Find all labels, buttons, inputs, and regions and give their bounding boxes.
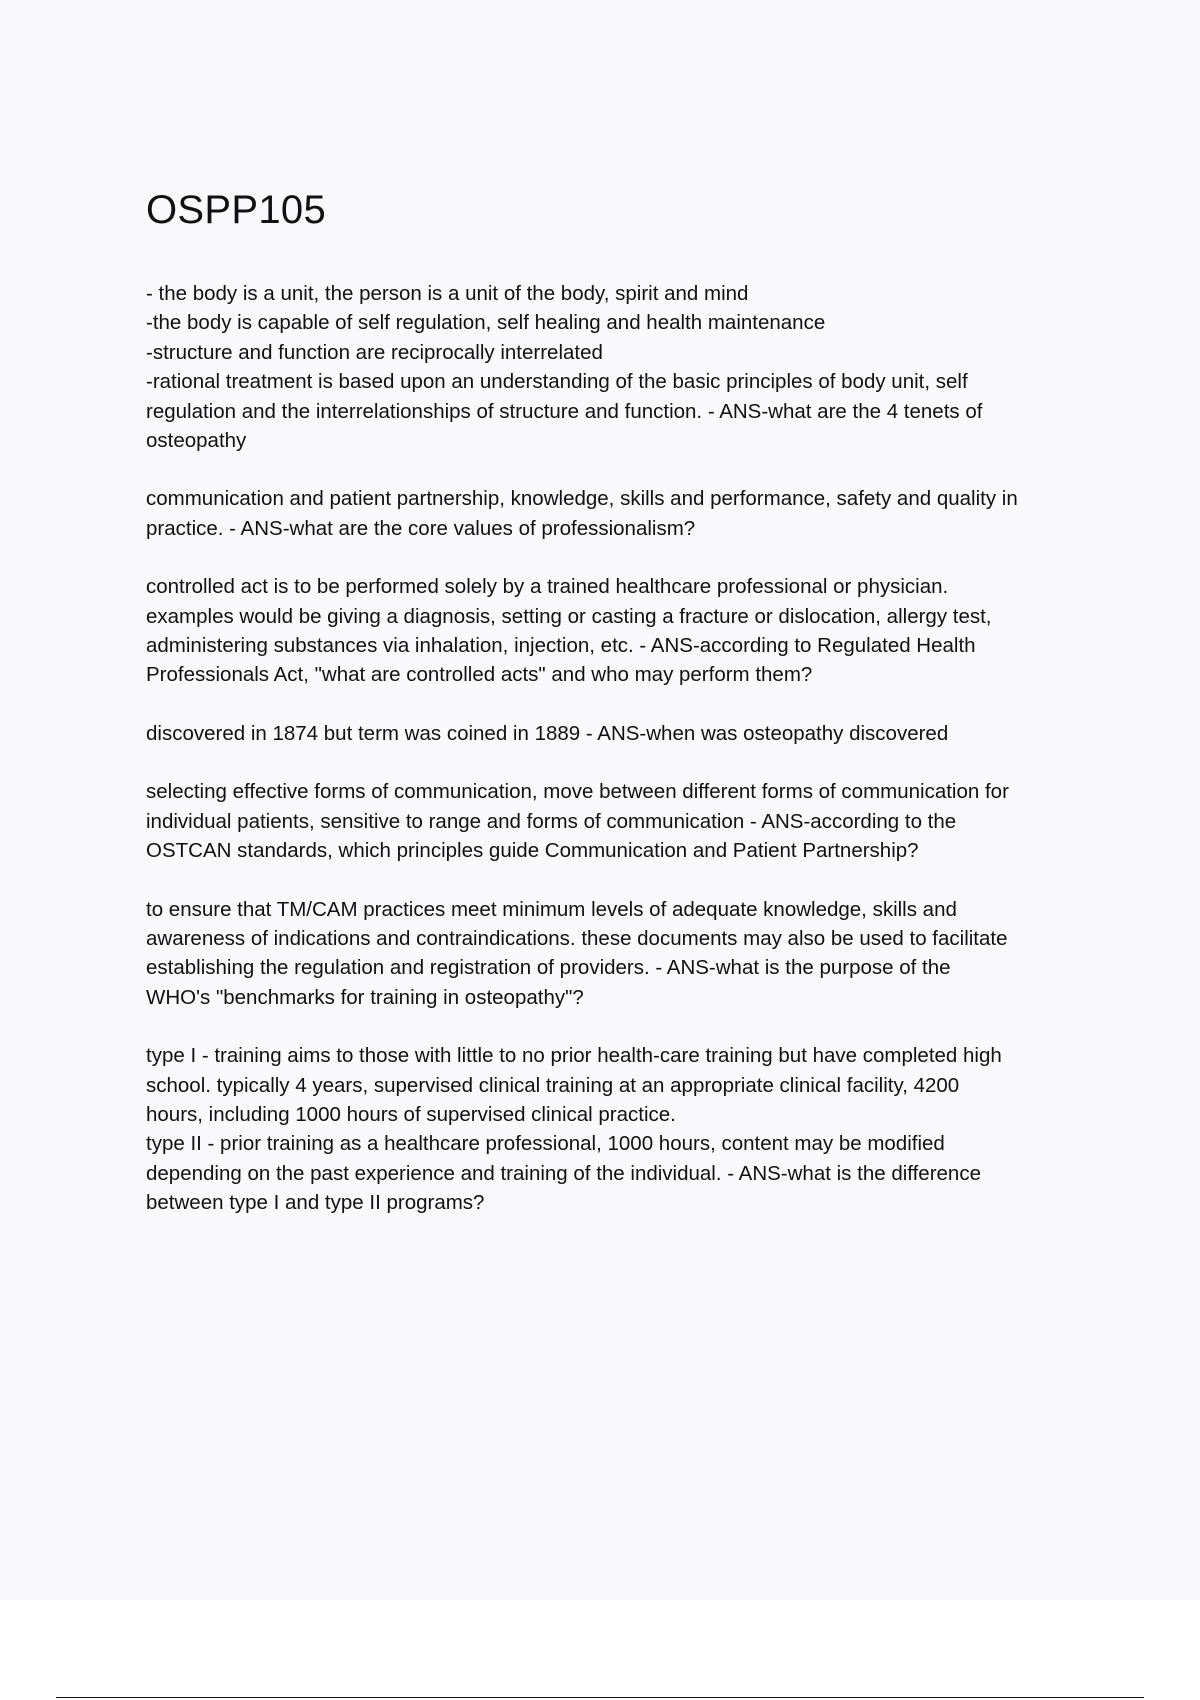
text-line: examples would be giving a diagnosis, setting or casting a fracture or dislocation, allergy test,: [146, 604, 992, 628]
qa-card-4: [146, 719, 1096, 748]
text-line: Professionals Act, "what are controlled acts" and who may perform them?: [146, 663, 813, 687]
qa-card-2: [146, 484, 1096, 543]
text-line: type II - prior training as a healthcare professional, 1000 hours, content may be modified: [146, 1132, 945, 1156]
text-line: administering substances via inhalation, injection, etc. - ANS-according to Regulated Health: [146, 634, 976, 658]
text-line: -the body is capable of self regulation, self healing and health maintenance: [146, 311, 826, 335]
text-line: hours, including 1000 hours of supervised clinical practice.: [146, 1102, 676, 1126]
text-line: type I - training aims to those with little to no prior health-care training but have completed high: [146, 1044, 1002, 1068]
text-line: individual patients, sensitive to range and forms of communication - ANS-according to the: [146, 809, 957, 833]
text-line: between type I and type II programs?: [146, 1191, 485, 1215]
qa-card-6: [146, 895, 1096, 1013]
text-line: communication and patient partnership, knowledge, skills and performance, safety and quality in: [146, 487, 1018, 511]
text-line: to ensure that TM/CAM practices meet minimum levels of adequate knowledge, skills and: [146, 897, 957, 921]
document-title: OSPP105: [146, 188, 326, 232]
text-line: school. typically 4 years, supervised clinical training at an appropriate clinical facility, 4200: [146, 1073, 960, 1097]
text-line: osteopathy: [146, 429, 247, 453]
qa-card-1: [146, 279, 1096, 455]
text-line: - the body is a unit, the person is a unit of the body, spirit and mind: [146, 282, 749, 305]
text-line: establishing the regulation and registration of providers. - ANS-what is the purpose of the: [146, 956, 951, 980]
qa-card-5: [146, 777, 1096, 865]
text-line: controlled act is to be performed solely by a trained healthcare professional or physician.: [146, 575, 949, 599]
text-line: depending on the past experience and training of the individual. - ANS-what is the difference: [146, 1161, 981, 1185]
text-line: practice. - ANS-what are the core values of professionalism?: [146, 516, 696, 540]
footer-divider: [56, 1697, 1144, 1698]
text-line: OSTCAN standards, which principles guide Communication and Patient Partnership?: [146, 839, 919, 863]
text-line: -rational treatment is based upon an understanding of the basic principles of body unit, self: [146, 370, 968, 394]
document-content: [146, 186, 1096, 1247]
text-line: selecting effective forms of communication, move between different forms of communication for: [146, 780, 1009, 804]
qa-card-7: [146, 1041, 1096, 1217]
text-line: WHO's "benchmarks for training in osteopathy"?: [146, 985, 584, 1009]
text-line: awareness of indications and contraindications. these documents may also be used to facilitate: [146, 926, 1008, 950]
qa-card-3: [146, 572, 1096, 690]
text-line: discovered in 1874 but term was coined in 1889 - ANS-when was osteopathy discovered: [146, 721, 949, 745]
text-line: regulation and the interrelationships of structure and function. - ANS-what are the 4 tenets of: [146, 399, 983, 423]
text-line: -structure and function are reciprocally interrelated: [146, 340, 603, 364]
